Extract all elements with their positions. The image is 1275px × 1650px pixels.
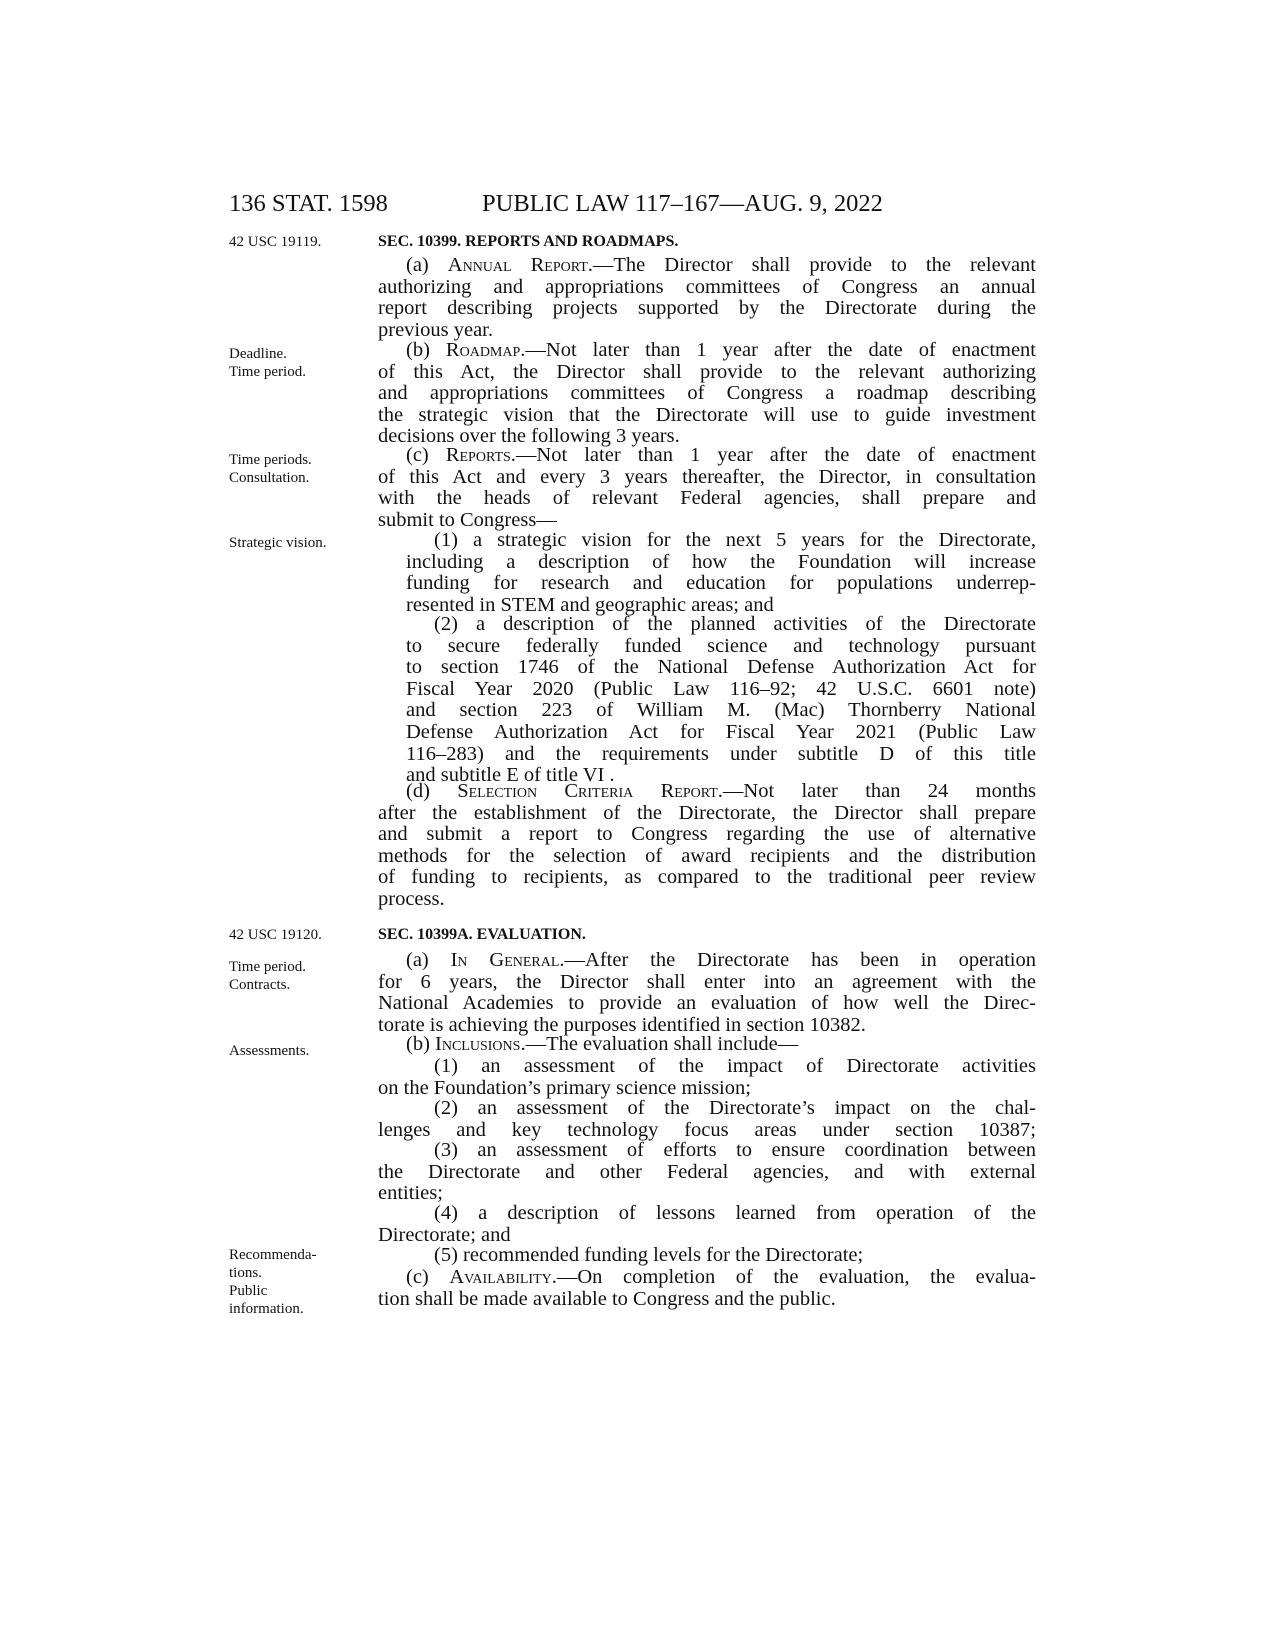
text-line: submit to Congress—: [378, 508, 557, 531]
text-line: National Academies to provide an evaluation of how well the Direc-: [378, 992, 1036, 1015]
subsection-a-in-general: [378, 950, 1036, 1036]
margin-note-assessments: Assessments.: [229, 1043, 310, 1059]
text-line: and appropriations committees of Congress a roadmap describing: [378, 382, 1036, 405]
paragraph-c2-planned-activities: [406, 614, 1036, 787]
subsection-designation: (a): [406, 949, 451, 971]
subsection-heading: Reports: [445, 444, 511, 466]
margin-note-line: Contracts.: [229, 977, 291, 993]
text-line: .—The Director shall provide to the relevant: [587, 254, 1036, 276]
subsection-designation: (b): [406, 339, 446, 361]
running-head: PUBLIC LAW 117–167—AUG. 9, 2022: [482, 190, 883, 217]
text-line: methods for the selection of award recipients and the distribution: [378, 844, 1036, 867]
text-line: of funding to recipients, as compared to the traditional peer review: [378, 866, 1036, 889]
page-reference: 136 STAT. 1598: [229, 190, 388, 217]
text-line: torate is achieving the purposes identified in section 10382.: [378, 1013, 866, 1036]
margin-note-line: Deadline.: [229, 346, 287, 362]
text-line: (2) a description of the planned activities of the Directorate: [434, 613, 1036, 635]
text-line: and section 223 of William M. (Mac) Thornberry National: [406, 699, 1036, 722]
section-heading-10399a: SEC. 10399A. EVALUATION.: [378, 926, 586, 943]
subsection-c-availability: [378, 1267, 1036, 1310]
text-line: of this Act, the Director shall provide to the relevant authorizing: [378, 360, 1036, 383]
subsection-heading: Selection Criteria Report: [457, 780, 718, 802]
margin-note-recommendations: [229, 1246, 316, 1318]
subsection-designation: (b): [406, 1033, 436, 1055]
subsection-heading: Inclusions: [435, 1033, 521, 1055]
subsection-heading: Roadmap: [445, 339, 521, 361]
text-line: .—On completion of the evaluation, the evalua-: [551, 1266, 1036, 1288]
text-line: to secure federally funded science and technology pursuant: [406, 634, 1036, 657]
subsection-heading: In General: [450, 949, 560, 971]
subsection-d-selection-criteria-report: [378, 781, 1036, 911]
paragraph-b3-assessment-coordination: [378, 1140, 1036, 1205]
paragraph-b2-assessment-challenges: [378, 1098, 1036, 1141]
subsection-heading: Availability: [449, 1266, 552, 1288]
subsection-designation: (c): [406, 444, 446, 466]
text-line: Directorate; and: [378, 1223, 511, 1246]
margin-note-line: tions.: [229, 1265, 262, 1281]
text-line: on the Foundation’s primary science mission;: [378, 1076, 751, 1099]
text-line: (1) an assessment of the impact of Directorate activities: [434, 1055, 1036, 1077]
text-line: previous year.: [378, 318, 493, 341]
text-line: including a description of how the Foundation will increase: [406, 550, 1036, 573]
text-line: 116–283) and the requirements under subtitle D of this title: [406, 742, 1036, 765]
text-line: .—The evaluation shall include—: [520, 1033, 799, 1055]
text-line: (2) an assessment of the Directorate’s impact on the chal-: [434, 1097, 1036, 1119]
paragraph-b1-assessment-impact: [378, 1056, 1036, 1099]
text-line: process.: [378, 887, 445, 910]
margin-note-usc-19120: 42 USC 19120.: [229, 927, 322, 943]
subsection-designation: (c): [406, 1266, 450, 1288]
text-line: lenges and key technology focus areas under section 10387;: [378, 1118, 1036, 1141]
margin-note-time-period-contracts: [229, 958, 306, 994]
margin-note-line: Consultation.: [229, 470, 310, 486]
text-line: for 6 years, the Director shall enter into an agreement with the: [378, 970, 1036, 993]
margin-note-usc-19119: 42 USC 19119.: [229, 234, 322, 250]
text-line: .—Not later than 1 year after the date of enactment: [510, 444, 1036, 466]
text-line: with the heads of relevant Federal agencies, shall prepare and: [378, 487, 1036, 510]
text-line: funding for research and education for populations underrep-: [406, 572, 1036, 595]
text-line: the Directorate and other Federal agencies, and with external: [378, 1160, 1036, 1183]
text-line: and subtitle E of title VI .: [406, 764, 615, 787]
text-line: the strategic vision that the Directorate will use to guide investment: [378, 403, 1036, 426]
paragraph-b4-lessons-learned: [378, 1203, 1036, 1246]
margin-note-line: Time period.: [229, 959, 306, 975]
text-line: (1) a strategic vision for the next 5 years for the Directorate,: [434, 529, 1036, 551]
subsection-b-roadmap: [378, 340, 1036, 448]
text-line: Fiscal Year 2020 (Public Law 116–92; 42 U.S.C. 6601 note): [406, 677, 1036, 700]
subsection-designation: (a): [406, 254, 448, 276]
text-line: Defense Authorization Act for Fiscal Year 2021 (Public Law: [406, 720, 1036, 743]
paragraph-c1-strategic-vision: [406, 530, 1036, 616]
text-line: to section 1746 of the National Defense Authorization Act for: [406, 656, 1036, 679]
paragraph-b5-recommended-funding: [378, 1245, 1036, 1267]
subsection-heading: Annual Report: [447, 254, 588, 276]
margin-note-line: Recommenda-: [229, 1247, 317, 1263]
text-line: resented in STEM and geographic areas; and: [406, 593, 774, 616]
margin-note-deadline: [229, 345, 306, 381]
margin-note-line: Time period.: [229, 364, 306, 380]
text-line: decisions over the following 3 years.: [378, 425, 680, 448]
text-line: .—Not later than 1 year after the date of enactment: [520, 339, 1037, 361]
section-heading-10399: SEC. 10399. REPORTS AND ROADMAPS.: [378, 233, 679, 250]
margin-note-line: information.: [229, 1301, 304, 1317]
text-line: .—Not later than 24 months: [717, 780, 1036, 802]
text-line: tion shall be made available to Congress and the public.: [378, 1287, 836, 1310]
margin-note-line: Time periods.: [229, 452, 312, 468]
text-line: after the establishment of the Directorate, the Director shall prepare: [378, 801, 1036, 824]
text-line: entities;: [378, 1182, 443, 1205]
subsection-a-annual-report: [378, 255, 1036, 341]
text-line: (3) an assessment of efforts to ensure coordination between: [434, 1139, 1036, 1161]
text-line: .—After the Directorate has been in operation: [559, 949, 1036, 971]
text-line: of this Act and every 3 years thereafter, the Director, in consultation: [378, 465, 1036, 488]
margin-note-line: Public: [229, 1283, 268, 1299]
text-line: (4) a description of lessons learned from operation of the: [434, 1202, 1036, 1224]
margin-note-time-periods: [229, 451, 312, 487]
text-line: and submit a report to Congress regarding the use of alternative: [378, 823, 1036, 846]
text-line: (5) recommended funding levels for the Directorate;: [434, 1244, 864, 1266]
subsection-c-reports: [378, 445, 1036, 531]
text-line: authorizing and appropriations committees of Congress an annual: [378, 275, 1036, 298]
subsection-b-inclusions: [378, 1034, 1036, 1056]
margin-note-strategic-vision: Strategic vision.: [229, 535, 327, 551]
subsection-designation: (d): [406, 780, 458, 802]
text-line: report describing projects supported by the Directorate during the: [378, 297, 1036, 320]
